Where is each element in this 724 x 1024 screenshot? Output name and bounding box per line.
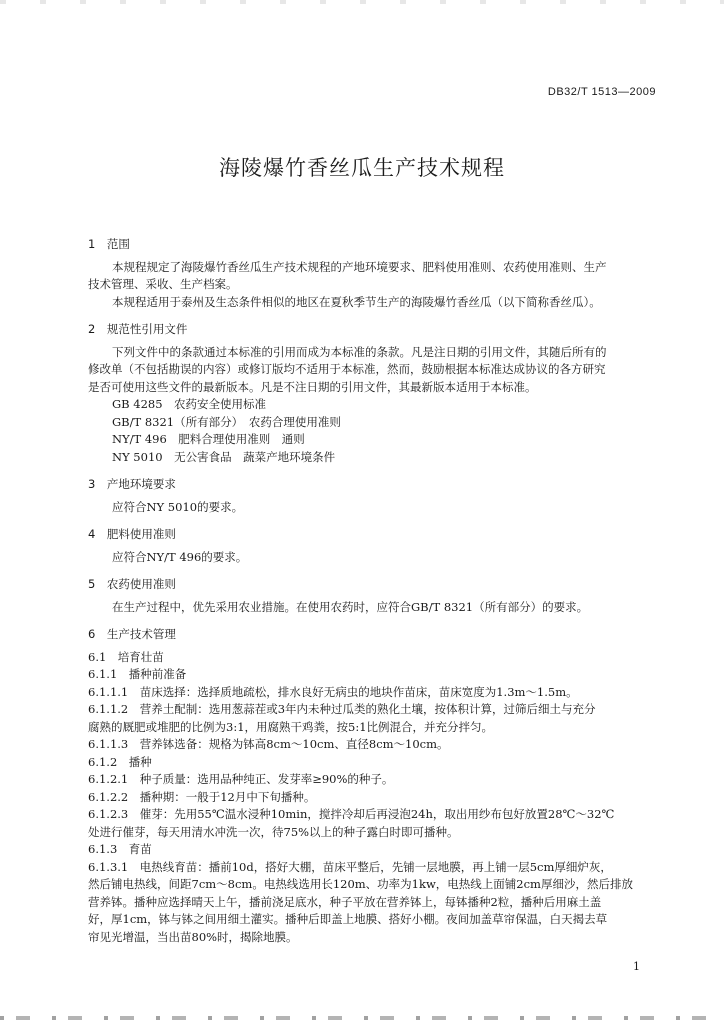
clause-line: 营养钵。播种应选择晴天上午，播前浇足底水，种子平放在营养钵上，每钵播种2粒，播种后用麻土盖 — [88, 894, 602, 909]
section-3-para: 应符合NY 5010的要求。 — [112, 499, 244, 514]
clause-line: 好，厚1cm，钵与钵之间用细土灌实。播种后即盖上地膜、搭好小棚。夜间加盖草帘保温，白天揭去草 — [88, 912, 608, 926]
reference-item: NY/T 496 肥料合理使用准则 通则 — [112, 432, 305, 446]
section-1-para-2: 本规程适用于泰州及生态条件相似的地区在夏秋季节生产的海陵爆竹香丝瓜（以下简称香丝瓜）。 — [112, 294, 601, 309]
document-title: 海陵爆竹香丝瓜生产技术规程 — [219, 156, 505, 180]
clause-line: 6.1.2 播种 — [88, 754, 152, 769]
scan-edge-bottom — [0, 1016, 724, 1020]
clause-line: 腐熟的厩肥或堆肥的比例为3:1，用腐熟干鸡粪，按5:1比例混合，并充分拌匀。 — [88, 719, 494, 734]
section-5-heading: 5 农药使用准则 — [88, 577, 176, 591]
clause-line: 6.1.2.2 播种期：一般于12月中下旬播种。 — [88, 789, 316, 804]
clause-line: 帘见光增温，当出苗80%时，揭除地膜。 — [88, 929, 298, 944]
clause-line: 6.1.1.3 营养钵选备：规格为钵高8cm～10cm、直径8cm～10cm。 — [88, 737, 449, 751]
clause-line: 6.1.2.1 种子质量：选用品种纯正、发芽率≥90%的种子。 — [88, 772, 394, 786]
scan-edge-top — [0, 0, 724, 4]
document-body — [88, 236, 660, 946]
clause-line: 6.1.3 育苗 — [88, 842, 152, 856]
section-2-para-line-1: 下列文件中的条款通过本标准的引用而成为本标准的条款。凡是注日期的引用文件，其随后所有的 — [112, 344, 607, 359]
reference-item: NY 5010 无公害食品 蔬菜产地环境条件 — [112, 449, 336, 464]
section-1-para-1-line-2: 技术管理、采收、生产档案。 — [88, 277, 238, 291]
clause-line: 然后铺电热线，间距7cm～8cm。电热线选用长120m、功率为1kw，电热线上面铺2cm厚细沙，然后排放 — [88, 877, 633, 891]
section-6-heading: 6 生产技术管理 — [88, 627, 176, 641]
section-1-heading: 1 范围 — [88, 237, 130, 251]
section-4-heading: 4 肥料使用准则 — [88, 527, 176, 541]
clause-line: 处进行催芽，每天用清水冲洗一次，待75%以上的种子露白时即可播种。 — [88, 824, 459, 839]
reference-item: GB 4285 农药安全使用标准 — [112, 397, 267, 411]
standard-code: DB32/T 1513—2009 — [547, 86, 656, 98]
section-1-para-1-line-1: 本规程规定了海陵爆竹香丝瓜生产技术规程的产地环境要求、肥料使用准则、农药使用准则、生产 — [112, 259, 607, 274]
section-2-para-line-2: 修改单（不包括勘误的内容）或修订版均不适用于本标准，然而，鼓励根据本标准达成协议的各方研究 — [88, 362, 606, 376]
reference-item: GB/T 8321（所有部分） 农药合理使用准则 — [112, 414, 341, 429]
clause-line: 6.1.1.2 营养土配制：选用葱蒜茬或3年内未种过瓜类的熟化土壤，按体积计算，过筛后细土与充分 — [88, 702, 596, 716]
section-2-para-line-3: 是否可使用这些文件的最新版本。凡是不注日期的引用文件，其最新版本适用于本标准。 — [88, 379, 537, 394]
clause-line: 6.1.1 播种前准备 — [88, 667, 187, 681]
section-4-para: 应符合NY/T 496的要求。 — [112, 549, 248, 564]
section-5-para: 在生产过程中，优先采用农业措施。在使用农药时，应符合GB/T 8321（所有部分）的要求。 — [112, 599, 589, 614]
section-2-heading: 2 规范性引用文件 — [88, 322, 188, 336]
section-3-heading: 3 产地环境要求 — [88, 477, 176, 491]
clause-line: 6.1.3.1 电热线育苗：播前10d，搭好大棚，苗床平整后，先铺一层地膜，再上铺一层5cm厚细炉灰， — [88, 859, 612, 874]
clause-line: 6.1.1.1 苗床选择：选择质地疏松，排水良好无病虫的地块作苗床，苗床宽度为1.3m～1.5m。 — [88, 684, 578, 699]
page-number: 1 — [633, 960, 640, 973]
clause-line: 6.1 培育壮苗 — [88, 649, 164, 664]
clause-line: 6.1.2.3 催芽：先用55℃温水浸种10min，搅拌冷却后再浸泡24h，取出用纱布包好放置28℃～32℃ — [88, 807, 615, 821]
